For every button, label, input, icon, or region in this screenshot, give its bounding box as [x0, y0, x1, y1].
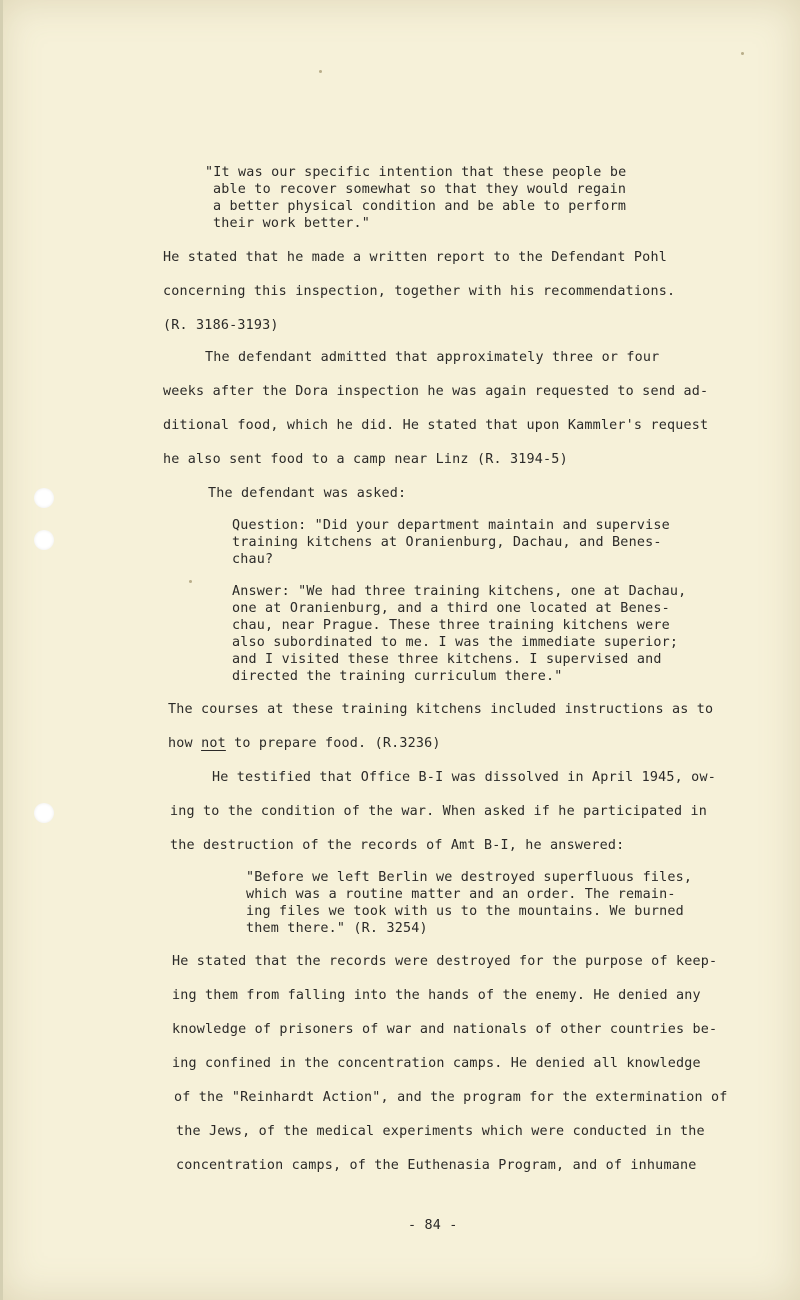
- paper-edge: [0, 0, 3, 1300]
- text-line: which was a routine matter and an order. The remain-: [246, 887, 676, 902]
- text-line: "Before we left Berlin we destroyed superfluous files,: [246, 870, 693, 885]
- text-line: ing to the condition of the war. When asked if he participated in: [170, 804, 708, 819]
- text-line: He stated that he made a written report to the Defendant Pohl: [163, 250, 667, 265]
- text-line: a better physical condition and be able to perform: [213, 199, 627, 214]
- text-line: their work better.": [213, 216, 370, 231]
- text-line: one at Oranienburg, and a third one located at Benes-: [232, 601, 670, 616]
- text-line: Question: "Did your department maintain and supervise: [232, 518, 670, 533]
- text-line: ing confined in the concentration camps. He denied all knowledge: [172, 1056, 701, 1071]
- text-line: able to recover somewhat so that they would regain: [213, 182, 627, 197]
- punch-hole: [34, 530, 54, 550]
- text-line: (R. 3186-3193): [163, 318, 279, 333]
- text-line: chau?: [232, 552, 274, 567]
- text-line: ing files we took with us to the mountains. We burned: [246, 904, 684, 919]
- text-line: and I visited these three kitchens. I supervised and: [232, 652, 662, 667]
- paper-speck: [319, 70, 322, 73]
- text-line: The courses at these training kitchens included instructions as to: [168, 702, 714, 717]
- text-line: "It was our specific intention that these people be: [205, 165, 627, 180]
- text-line: He stated that the records were destroyed for the purpose of keep-: [172, 954, 718, 969]
- text-line: he also sent food to a camp near Linz (R. 3194-5): [163, 452, 568, 467]
- text-line: The defendant was asked:: [208, 486, 407, 501]
- text-line: chau, near Prague. These three training kitchens were: [232, 618, 670, 633]
- page-number: - 84 -: [408, 1218, 458, 1233]
- text-fragment: to prepare food. (R.3236): [225, 736, 441, 751]
- paper-speck: [741, 52, 744, 55]
- text-line: ditional food, which he did. He stated that upon Kammler's request: [163, 418, 709, 433]
- punch-hole: [34, 803, 54, 823]
- text-line: knowledge of prisoners of war and nationals of other countries be-: [172, 1022, 718, 1037]
- text-line: them there." (R. 3254): [246, 921, 428, 936]
- text-line: The defendant admitted that approximately three or four: [205, 350, 660, 365]
- text-line: also subordinated to me. I was the immediate superior;: [232, 635, 679, 650]
- paper-speck: [189, 580, 192, 583]
- text-line: ing them from falling into the hands of the enemy. He denied any: [172, 988, 701, 1003]
- text-line: the Jews, of the medical experiments which were conducted in the: [176, 1124, 705, 1139]
- punch-hole: [34, 488, 54, 508]
- text-fragment: how: [168, 736, 202, 751]
- text-line: directed the training curriculum there.": [232, 669, 563, 684]
- text-line: concerning this inspection, together with his recommendations.: [163, 284, 676, 299]
- underlined-word: not: [201, 736, 226, 751]
- text-line: concentration camps, of the Euthenasia Program, and of inhumane: [176, 1158, 697, 1173]
- text-line: of the "Reinhardt Action", and the program for the extermination of: [174, 1090, 728, 1105]
- text-line: He testified that Office B-I was dissolved in April 1945, ow-: [212, 770, 716, 785]
- text-line: weeks after the Dora inspection he was again requested to send ad-: [163, 384, 709, 399]
- text-line: training kitchens at Oranienburg, Dachau, and Benes-: [232, 535, 662, 550]
- text-line: the destruction of the records of Amt B-I, he answered:: [170, 838, 625, 853]
- text-line: Answer: "We had three training kitchens, one at Dachau,: [232, 584, 687, 599]
- text-line: [168, 736, 441, 751]
